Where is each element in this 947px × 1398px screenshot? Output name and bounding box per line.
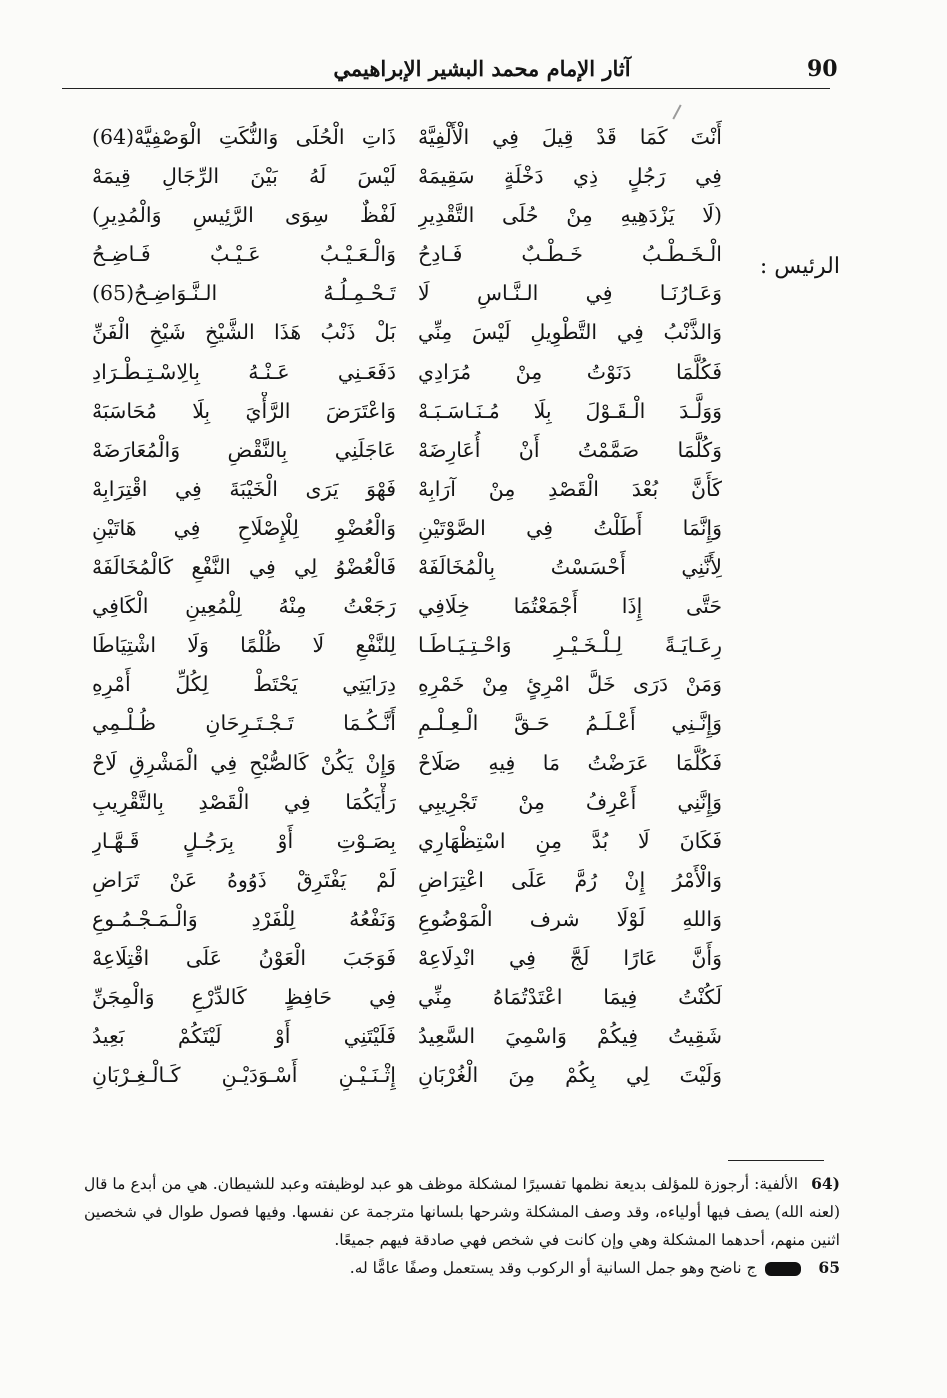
- poem-column-first-hemistichs: [418, 118, 722, 1095]
- verse-second-hemistich: لَيْسَ لَهُ بَيْنَ الرِّجَالِ قِيمَهْ: [92, 164, 396, 189]
- verse-first-hemistich: فِي رَجُلٍ ذِي دَخْلَةٍ سَقِيمَهْ: [418, 164, 722, 189]
- footnote-number: 64): [811, 1174, 840, 1193]
- verse-second-hemistich: لَفْظٌ سِوَى الرَّئِيسِ وَالْمُدِيرِ): [92, 203, 396, 228]
- verse-first-hemistich: أَنْتَ كَمَا قَدْ قِيلَ فِي الْأَلْفِيَّهْ: [418, 125, 722, 149]
- verse-second-hemistich: فِي حَافِظٍ كَالدِّرْعِ وَالْمِجَنِّ: [92, 985, 396, 1010]
- verse-first-hemistich: وَكُلَّمَا صَمَّمْتُ أَنْ أُعَارِضَهْ: [418, 437, 722, 462]
- ink-blot: [765, 1262, 801, 1276]
- verse-first-hemistich: وَلَيْتَ لِي بِكُمْ مِنَ الْغُرْبَانِ: [418, 1063, 722, 1088]
- verse-second-hemistich: بِصَـوْتِ أَوْ بِرَجُـلٍ قَـهَّـارِ: [92, 828, 396, 853]
- verse-first-hemistich: وَعَـارُنَـا فِي الـنَّـاسِ لَا: [418, 281, 722, 306]
- footnotes: [84, 1170, 840, 1282]
- poem-column-second-hemistichs: [92, 118, 396, 1095]
- verse-second-hemistich: إِثْـنَـيْـنِ أَسْـوَدَيْـنِ كَـالْـغِـرْبَانِ: [92, 1063, 396, 1088]
- verse-first-hemistich: وَإِنَّمَا أَطَلْتُ فِي الصَّوْتَيْنِ: [418, 515, 722, 540]
- verse-second-hemistich: وَالْـعَـيْـبُ عَـيْـبٌ فَـاضِـحُ: [92, 242, 396, 267]
- verse-first-hemistich: لِأَنَّنِي أَحْسَسْتُ بِالْمُخَالَفَهْ: [418, 555, 722, 580]
- verse-first-hemistich: فَكَانَ لَا بُدَّ مِنِ اسْتِظْهَارِي: [418, 828, 722, 853]
- header-divider: [62, 88, 830, 89]
- verse-first-hemistich: فَكُلَّمَا دَنَوْتُ مِنْ مُرَادِي: [418, 359, 722, 384]
- verse-first-hemistich: وَمَنْ دَرَى خَلَّ امْرِئٍ مِنْ خَمْرِهِ: [418, 672, 722, 697]
- verse-first-hemistich: فَكُلَّمَا عَرَضْتُ مَا فِيهِ صَلَاحْ: [418, 750, 722, 775]
- verse-first-hemistich: وَإِنَّنِي أَعْرِفُ مِنْ تَجْرِيبِي: [418, 789, 722, 814]
- running-title: آثار الإمام محمد البشير الإبراهيمي: [333, 56, 631, 81]
- page-number: 90: [807, 56, 838, 82]
- verse-second-hemistich: لَمْ يَفْتَرِقْ ذَوُوهُ عَنْ تَرَاضِ: [92, 867, 396, 892]
- verse-first-hemistich: وَالذَّنْبُ فِي التَّطْوِيلِ لَيْسَ مِنِّي: [418, 320, 722, 345]
- verse-second-hemistich: تَـحْـمِـلُـهُ الـنَّـوَاضِـحُ(65): [92, 281, 396, 306]
- verse-second-hemistich: وَاعْتَرَضَ الرَّأْيَ بِلَا مُحَاسَبَهْ: [92, 398, 396, 423]
- verse-first-hemistich: شَقِيتُ فِيكُمْ وَاسْمِيَ السَّعِيدُ: [418, 1024, 722, 1049]
- verse-first-hemistich: وَأَنَّ عَارًا لَجَّ فِي انْدِلَاعِهْ: [418, 945, 722, 970]
- verse-second-hemistich: وَإِنْ يَكُنْ كَالصُّبْحِ فِي الْمَشْرِقِ لَاحْ: [92, 750, 396, 775]
- verse-second-hemistich: رَجَعْتُ مِنْهُ لِلْمُعِينِ الْكَافِي: [92, 594, 396, 619]
- verse-second-hemistich: وَنَفْعُهُ لِلْفَرْدِ وَالْـمَـجْـمُـوعِ: [92, 906, 396, 931]
- verse-second-hemistich: ذَاتِ الْحُلَى وَالنُّكَتِ الْوَصْفِيَّهْ(64): [92, 125, 396, 149]
- verse-second-hemistich: فَوَجَبَ الْعَوْنُ عَلَى اقْتِلَاعِهْ: [92, 945, 396, 970]
- footnote-text: ج ناضح وهو جمل السانية أو الركوب وقد يستعمل وصفًا عامًّا له.: [349, 1259, 757, 1277]
- verse-first-hemistich: كَأَنَّ بُعْدَ الْقَصْدِ مِنْ آرَابِهْ: [418, 476, 722, 501]
- verse-second-hemistich: دِرَايَتِي يَحْتَطْ لِكُلِّ أَمْرِهِ: [92, 672, 396, 697]
- verse-second-hemistich: لِلنَّفْعِ لَا ظُلْمًا وَلَا اشْتِيَاطَا: [92, 633, 396, 658]
- verse-first-hemistich: وَاللهِ لَوْلَا شرف الْمَوْضُوعِ: [418, 906, 722, 931]
- verse-first-hemistich: وَإِنَّـنِي أَعْـلَـمُ حَـقَّ الْـعِـلْـمِ: [418, 711, 722, 736]
- verse-first-hemistich: الْـخَـطْـبُ خَـطْـبٌ فَـادِحُ: [418, 242, 722, 267]
- verse-second-hemistich: فَلَيْتَنِي أَوْ لَيْتَكُمْ بَعِيدُ: [92, 1024, 396, 1049]
- verse-second-hemistich: عَاجَلَنِي بِالنَّقْضِ وَالْمُعَارَضَهْ: [92, 437, 396, 462]
- verse-first-hemistich: (لَا يَزْدَهِيهِ مِنْ حُلَى التَّقْدِيرِ: [418, 203, 722, 228]
- verse-second-hemistich: فَالْعُضْوُ لِي فِي النَّفْعِ كَالْمُخَالَفَهْ: [92, 555, 396, 580]
- footnote-64: [84, 1170, 840, 1254]
- verse-second-hemistich: فَهْوَ يَرَى الْخَيْبَةَ فِي اقْتِرَابِهْ: [92, 476, 396, 501]
- footnote-text: الألفية: أرجوزة للمؤلف بديعة نظمها تفسيرًا لمشكلة موظف هو عبد لوظيفته وعبد للشيطان. هي من أبدع ما قال (لعنه الله) يصف فيها أولياءه، وقد وصف المشكلة وشرحها بلسانها مترجمة عن نفسها. وفيها فصول طوال في شخصين اثنين منهم، أحدهما المشكلة وهي وإن كانت في شخص فهي صادقة فيهم جميعًا.: [84, 1175, 840, 1249]
- verse-second-hemistich: أَنَّـكُـمَا تَـجْـتَـرِحَانِ ظُـلْـمِي: [92, 711, 396, 736]
- speaker-label: الرئيس :: [759, 254, 840, 279]
- page-header: [62, 46, 838, 92]
- verse-first-hemistich: رِعَـايَـةً لِـلْـخَـيْـرِ وَاحْـتِـيَـاطَـا: [418, 633, 722, 658]
- verse-second-hemistich: بَلْ ذَنْبُ هَذَا الشَّيْخِ شَيْخِ الْفَنِّ: [92, 320, 396, 345]
- footnote-number: 65: [818, 1258, 840, 1277]
- verse-first-hemistich: لَكُنْتُ فِيمَا اعْتَدْتُمَاهُ مِنِّي: [418, 985, 722, 1010]
- footnote-divider: [728, 1160, 824, 1161]
- verse-second-hemistich: دَفَعَـنِي عَـنْـهُ بِالِاسْـتِـطْـرَادِ: [92, 359, 396, 384]
- verse-first-hemistich: وَوَلَّـدَ الْـقَـوْلَ بِلَا مُـنَـاسَـبَـهْ: [418, 398, 722, 423]
- verse-first-hemistich: حَتَّى إِذَا أَجْمَعْتُمَا خِلَافِي: [418, 594, 722, 619]
- verse-second-hemistich: رَأْيَكُمَا فِي الْقَصْدِ بِالتَّقْرِيبِ: [92, 789, 396, 814]
- verse-first-hemistich: وَالْأَمْرُ إِنْ رُمَّ عَلَى اعْتِرَاضِ: [418, 867, 722, 892]
- footnote-65: [84, 1254, 840, 1282]
- verse-second-hemistich: وَالْعُضْوِ لِلْإِصْلَاحِ فِي هَاتَيْنِ: [92, 515, 396, 540]
